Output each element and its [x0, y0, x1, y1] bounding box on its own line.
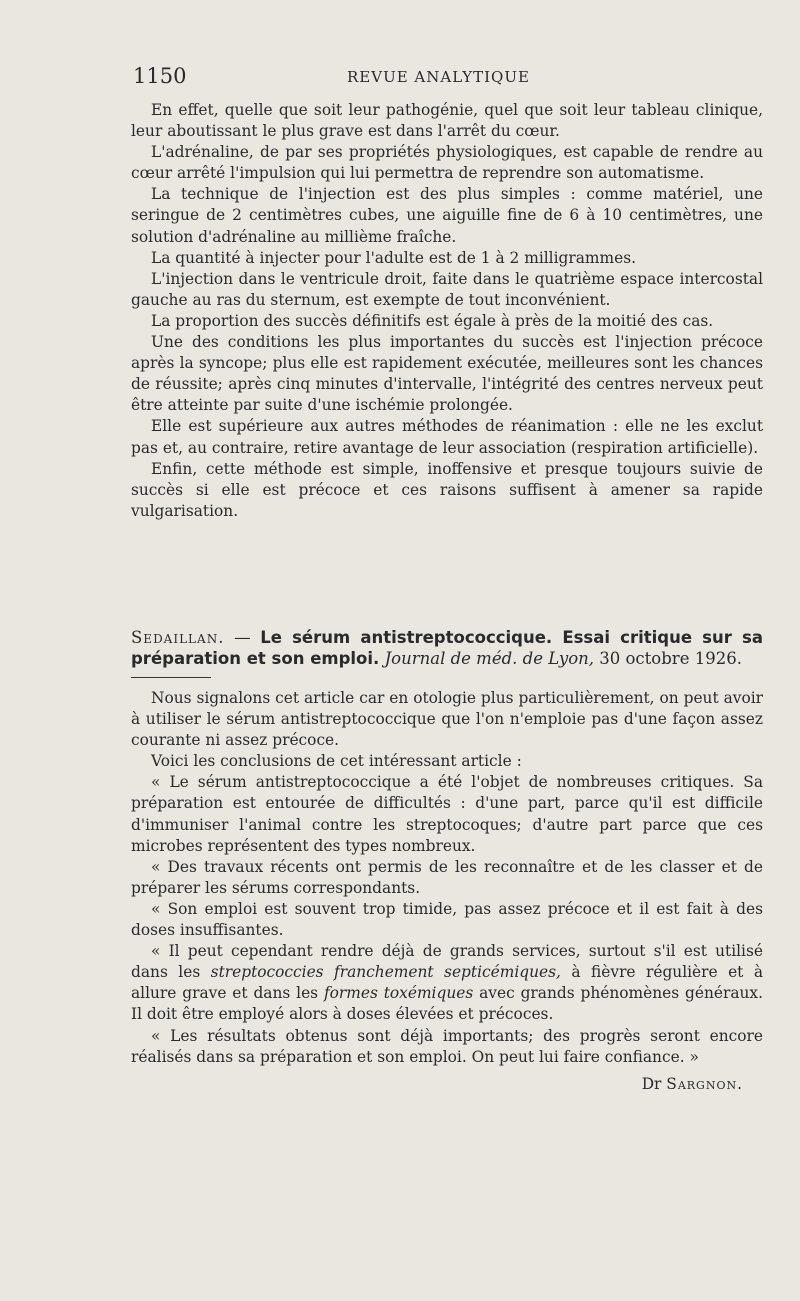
separator-rule	[131, 677, 211, 678]
emphasis: formes toxémiques	[323, 984, 474, 1003]
paragraph: Une des conditions les plus importantes du succès est l'injection précoce après la syncope; plus elle est rapidement exécutée, meilleures sont les chances de réussite; après cinq minutes d'intervalle, l'intégrité des centres nerveux peut être atteinte par suite d'une ischémie prolongée.	[131, 333, 763, 415]
article-title: Le sérum antistreptococcique. Essai critique sur sa préparation et son emploi.	[131, 628, 763, 668]
section-adrenaline	[131, 100, 763, 522]
signature-prefix: Dr	[641, 1074, 667, 1093]
article-author: Sedaillan.	[131, 628, 225, 647]
paragraph: Voici les conclusions de cet intéressant article :	[151, 752, 522, 771]
text-run: à fièvre régulière et à allure grave et dans les	[131, 963, 763, 1003]
paragraph: Nous signalons cet article car en otologie plus particulièrement, on peut avoir à utiliser le sérum antistreptococcique que l'on n'emploie pas d'une façon assez courante ni assez précoce.	[131, 689, 763, 750]
paragraph: La technique de l'injection est des plus simples : comme matériel, une seringue de 2 centimètres cubes, une aiguille fine de 6 à 10 centimètres, une solution d'adrénaline au millième fraîche.	[131, 185, 763, 246]
page-header	[133, 64, 763, 88]
paragraph: En effet, quelle que soit leur pathogénie, quel que soit leur tableau clinique, leur aboutissant le plus grave est dans l'arrêt du cœur.	[131, 101, 763, 141]
quote-paragraph	[131, 941, 763, 1025]
text-run: avec grands phénomènes généraux. Il doit être employé alors à doses élevées et précoces.	[131, 984, 763, 1024]
quote-paragraph: « Son emploi est souvent trop timide, pas assez précoce et il est fait à des doses insuffisantes.	[131, 899, 763, 940]
page-number: 1150	[133, 64, 187, 88]
quote-paragraph: « Des travaux récents ont permis de les reconnaître et de les classer et de préparer les sérums correspondants.	[131, 857, 763, 897]
paragraph: Enfin, cette méthode est simple, inoffensive et presque toujours suivie de succès si elle est précoce et ces raisons suffisent à amener sa rapide vulgarisation.	[131, 459, 763, 520]
text-run: « Il peut cependant rendre déjà de grands services, surtout s'il est utilisé dans les	[131, 942, 763, 982]
emphasis: streptococcies franchement septicémiques,	[210, 963, 561, 982]
journal-name: Journal de méd. de Lyon,	[384, 648, 595, 668]
article-dash: —	[224, 628, 261, 647]
paragraph: L'injection dans le ventricule droit, faite dans le quatrième espace intercostal gauche au ras du sternum, est exempte de tout inconvénient.	[131, 269, 763, 309]
paragraph: La quantité à injecter pour l'adulte est de 1 à 2 milligrammes.	[151, 248, 636, 267]
article-heading	[131, 628, 763, 669]
quote-paragraph: « Les résultats obtenus sont déjà importants; des progrès seront encore réalisés dans sa préparation et son emploi. On peut lui faire confiance. »	[131, 1026, 763, 1066]
section-serum-article	[131, 628, 763, 1093]
signature-name: Sargnon.	[666, 1074, 743, 1093]
signature	[131, 1075, 743, 1093]
quote-paragraph: « Le sérum antistreptococcique a été l'objet de nombreuses critiques. Sa préparation est entourée de difficultés : d'une part, parce qu'il est difficile d'immuniser l'animal contre les streptocoques; d'autre part parce que ces microbes représentent des types nombreux.	[131, 773, 763, 855]
paragraph: L'adrénaline, de par ses propriétés physiologiques, est capable de rendre au cœur arrêté l'impulsion qui lui permettra de reprendre son automatisme.	[131, 143, 763, 183]
article-date: 30 octobre 1926.	[594, 648, 742, 668]
running-title: REVUE ANALYTIQUE	[347, 68, 530, 86]
paragraph: Elle est supérieure aux autres méthodes de réanimation : elle ne les exclut pas et, au contraire, retire avantage de leur association (respiration artificielle).	[131, 417, 763, 457]
paragraph: La proportion des succès définitifs est égale à près de la moitié des cas.	[151, 311, 714, 330]
